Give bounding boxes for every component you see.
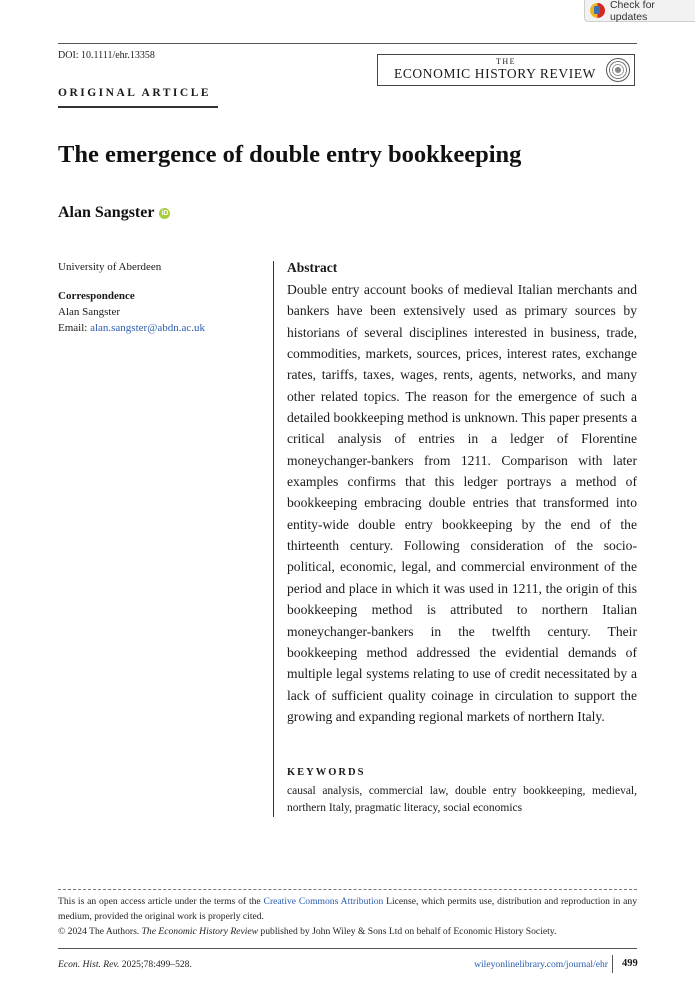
- citation-journal: Econ. Hist. Rev.: [58, 959, 120, 970]
- header-rule: [58, 43, 637, 44]
- keywords-heading: KEYWORDS: [287, 767, 366, 778]
- article-type: ORIGINAL ARTICLE: [58, 87, 212, 99]
- author-name[interactable]: Alan Sangster: [58, 204, 155, 221]
- email-line: [58, 320, 258, 336]
- abstract-text: Double entry account books of medieval Italian merchants and bankers have been extensively used as primary sources by historians of several disciplines interested in business, trade, commodities, markets, sources, prices, interest rates, exchange rates, tariffs, taxes, wages, rents, agents, networks, and many other related topics. The reason for the emergence of such a detailed bookkeeping method is unknown. This paper presents a critical analysis of entries in a ledger of Florentine moneychanger-bankers from 1211. Comparison with later examples confirms that this ledger portrays a method of bookkeeping embracing double entries that transformed into entity-wide double entry bookkeeping by the end of the thirteenth century. Following consideration of the socio-political, economic, legal, and commercial environment of the period and place in which it was used in 1211, the origin of this bookkeeping method is attributed to northern Italian moneychanger-bankers in the twelfth century. Their bookkeeping method addressed the evidential demands of multiple legal systems relating to use of credit necessitated by a lack of sufficient quality coinage in circulation to support the growing and expanding regional markets of northern Italy.: [287, 282, 637, 724]
- institution: University of Aberdeen: [58, 261, 162, 273]
- doi: DOI: 10.1111/ehr.13358: [58, 50, 155, 61]
- footer-rule: [58, 889, 637, 890]
- page-divider: [612, 955, 613, 973]
- orcid-icon[interactable]: iD: [161, 209, 169, 217]
- citation: [58, 959, 192, 970]
- society-seal-icon: [606, 58, 630, 82]
- license-post: License, which permits use, distribution and reproduction in any medium, provided the original work is properly cited.: [58, 896, 637, 922]
- abstract-heading: Abstract: [287, 260, 338, 275]
- check-for-updates-label: Check for updates: [609, 0, 655, 23]
- keywords-text: causal analysis, commercial law, double entry bookkeeping, medieval, northern Italy, pragmatic literacy, social economics: [287, 785, 637, 814]
- copyright-pre: © 2024 The Authors.: [58, 926, 142, 937]
- article-title: The emergence of double entry bookkeeping: [58, 141, 522, 168]
- journal-the: THE: [495, 57, 517, 66]
- citation-volume: 2025;78:499–528.: [119, 959, 192, 970]
- page-number: 499: [622, 958, 638, 969]
- copyright-post: published by John Wiley & Sons Ltd on behalf of Economic History Society.: [258, 926, 557, 937]
- license-note: [58, 894, 637, 924]
- article-type-rule: [58, 106, 218, 108]
- journal-site-link[interactable]: wileyonlinelibrary.com/journal/ehr: [474, 959, 608, 970]
- crossmark-icon: [590, 3, 605, 18]
- journal-logo: [377, 54, 635, 86]
- copyright: [58, 925, 637, 939]
- correspondence-name: Alan Sangster: [58, 306, 121, 318]
- copyright-journal: The Economic History Review: [141, 926, 259, 937]
- bottom-rule: [58, 948, 637, 949]
- journal-name: ECONOMIC HISTORY REVIEW: [393, 66, 597, 81]
- email-link[interactable]: alan.sangster@abdn.ac.uk: [90, 322, 205, 334]
- affiliation-block: [58, 259, 258, 336]
- check-for-updates-badge[interactable]: [584, 0, 695, 22]
- correspondence-heading: Correspondence: [58, 290, 135, 302]
- column-divider: [273, 261, 274, 817]
- email-label: Email:: [58, 322, 88, 334]
- author: [58, 204, 170, 222]
- license-pre: This is an open access article under the terms of the: [58, 896, 264, 907]
- license-link[interactable]: Creative Commons Attribution: [263, 896, 384, 907]
